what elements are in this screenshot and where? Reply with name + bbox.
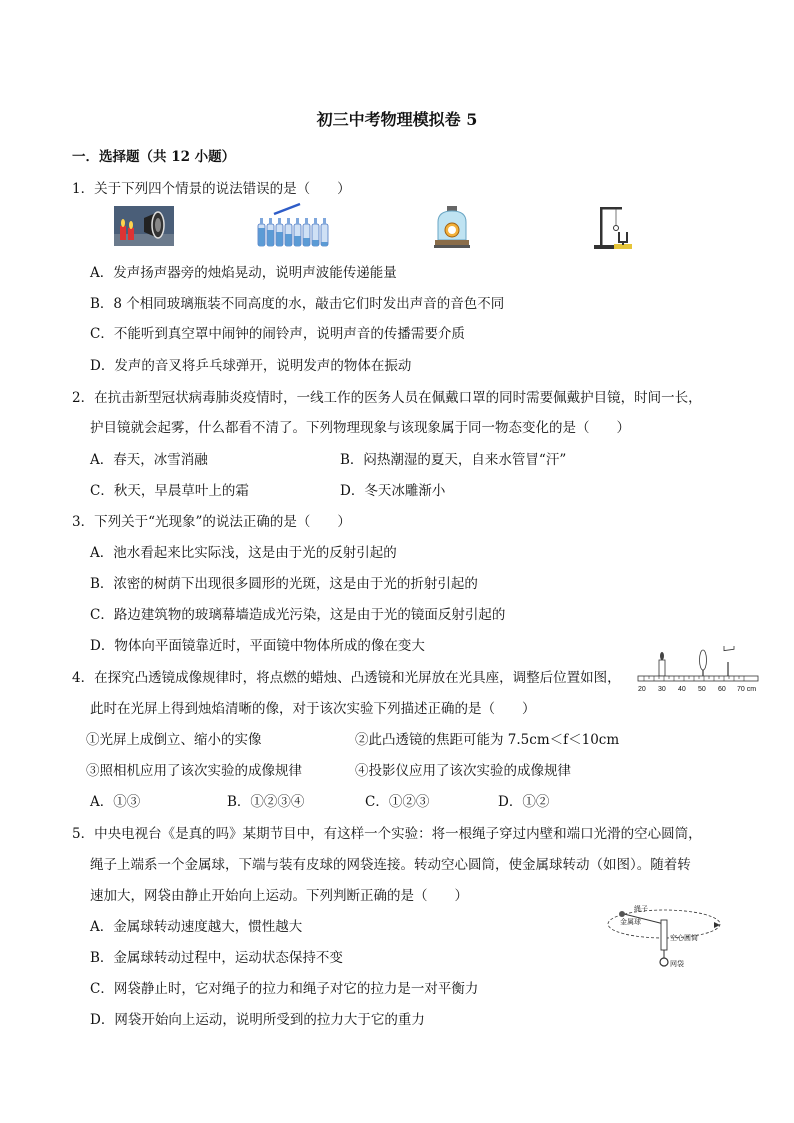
- section-heading: 一．选择题（共 12 小题）: [72, 149, 236, 165]
- page-title: 初三中考物理模拟卷 5: [316, 110, 478, 129]
- ruler-tick-60: 60: [718, 686, 726, 693]
- bell-jar-figure: [434, 206, 470, 248]
- ruler-tick-20: 20: [638, 686, 646, 693]
- q1-option-c: C．不能听到真空罩中闹钟的闹铃声，说明声音的传播需要介质: [90, 326, 465, 342]
- fig-label-tube: 空心圆筒: [670, 934, 698, 942]
- q2-option-b: B．闷热潮湿的夏天，自来水管冒“汗”: [340, 452, 567, 468]
- q4-option-c: C．①②③: [365, 794, 430, 810]
- ruler-tick-50: 50: [698, 686, 706, 693]
- q5-option-d: D．网袋开始向上运动，说明所受到的拉力大于它的重力: [90, 1012, 425, 1028]
- q5-stem-line1: 5．中央电视台《是真的吗》某期节目中，有这样一个实验：将一根绳子穿过内壁和端口光滑的空心圆筒，: [72, 826, 702, 842]
- q2-stem-line2: 护目镜就会起雾，什么都看不清了。下列物理现象与该现象属于同一物态变化的是（ ）: [90, 420, 630, 436]
- q3-option-d: D．物体向平面镜靠近时，平面镜中物体所成的像在变大: [90, 638, 425, 654]
- q2-stem-line1: 2．在抗击新型冠状病毒肺炎疫情时，一线工作的医务人员在佩戴口罩的同时需要佩戴护目镜，时间一长，: [72, 390, 702, 406]
- q1-stem: 1．关于下列四个情景的说法错误的是（ ）: [72, 181, 351, 197]
- speaker-candle-figure: [114, 206, 174, 246]
- q4-option-b: B．①②③④: [227, 794, 305, 810]
- fig-label-bag: 网袋: [670, 960, 684, 968]
- fig-label-rope: 绳子: [634, 905, 648, 913]
- q5-option-c: C．网袋静止时，它对绳子的拉力和绳子对它的拉力是一对平衡力: [90, 981, 479, 997]
- q5-stem-line2: 绳子上端系一个金属球，下端与装有皮球的网袋连接。转动空心圆筒，使金属球转动（如图）。随着转: [90, 857, 691, 873]
- q2-option-a: A．春天，冰雪消融: [90, 452, 208, 468]
- q4-stem-line1: 4．在探究凸透镜成像规律时，将点燃的蜡烛、凸透镜和光屏放在光具座，调整后位置如图，: [72, 670, 621, 686]
- q4-option-a: A．①③: [90, 794, 141, 810]
- q1-option-b: B．8 个相同玻璃瓶装不同高度的水，敲击它们时发出声音的音色不同: [90, 296, 505, 312]
- rotating-ball-figure: [606, 900, 724, 976]
- q3-option-b: B．浓密的树荫下出现很多圆形的光斑，这是由于光的折射引起的: [90, 576, 478, 592]
- ruler-tick-30: 30: [658, 686, 666, 693]
- q3-stem: 3．下列关于“光现象”的说法正确的是（ ）: [72, 514, 351, 530]
- q3-option-a: A．池水看起来比实际浅，这是由于光的反射引起的: [90, 545, 397, 561]
- q4-statement-3: ③照相机应用了该次实验的成像规律: [86, 763, 302, 779]
- q4-statement-1: ①光屏上成倒立、缩小的实像: [86, 732, 262, 748]
- ruler-tick-70: 70 cm: [737, 686, 757, 693]
- q5-option-a: A．金属球转动速度越大，惯性越大: [90, 919, 303, 935]
- q3-option-c: C．路边建筑物的玻璃幕墙造成光污染，这是由于光的镜面反射引起的: [90, 607, 506, 623]
- ruler-tick-40: 40: [678, 686, 686, 693]
- q4-statement-2: ②此凸透镜的焦距可能为 7.5cm＜f＜10cm: [355, 732, 620, 748]
- tuning-fork-figure: [592, 204, 634, 250]
- q5-option-b: B．金属球转动过程中，运动状态保持不变: [90, 950, 343, 966]
- optical-bench-figure: [636, 646, 760, 694]
- q2-option-d: D．冬天冰雕渐小: [340, 483, 446, 499]
- q4-option-d: D．①②: [498, 794, 550, 810]
- bottles-figure: [256, 202, 332, 248]
- fig-label-ball: 金属球: [620, 918, 641, 926]
- q2-option-c: C．秋天，早晨草叶上的霜: [90, 483, 249, 499]
- q4-stem-line2: 此时在光屏上得到烛焰清晰的像，对于该次实验下列描述正确的是（ ）: [90, 701, 536, 717]
- q1-option-d: D．发声的音叉将乒乓球弹开，说明发声的物体在振动: [90, 358, 412, 374]
- q1-option-a: A．发声扬声器旁的烛焰晃动，说明声波能传递能量: [90, 265, 397, 281]
- q4-statement-4: ④投影仪应用了该次实验的成像规律: [355, 763, 571, 779]
- q5-stem-line3: 速加大，网袋由静止开始向上运动。下列判断正确的是（ ）: [90, 888, 468, 904]
